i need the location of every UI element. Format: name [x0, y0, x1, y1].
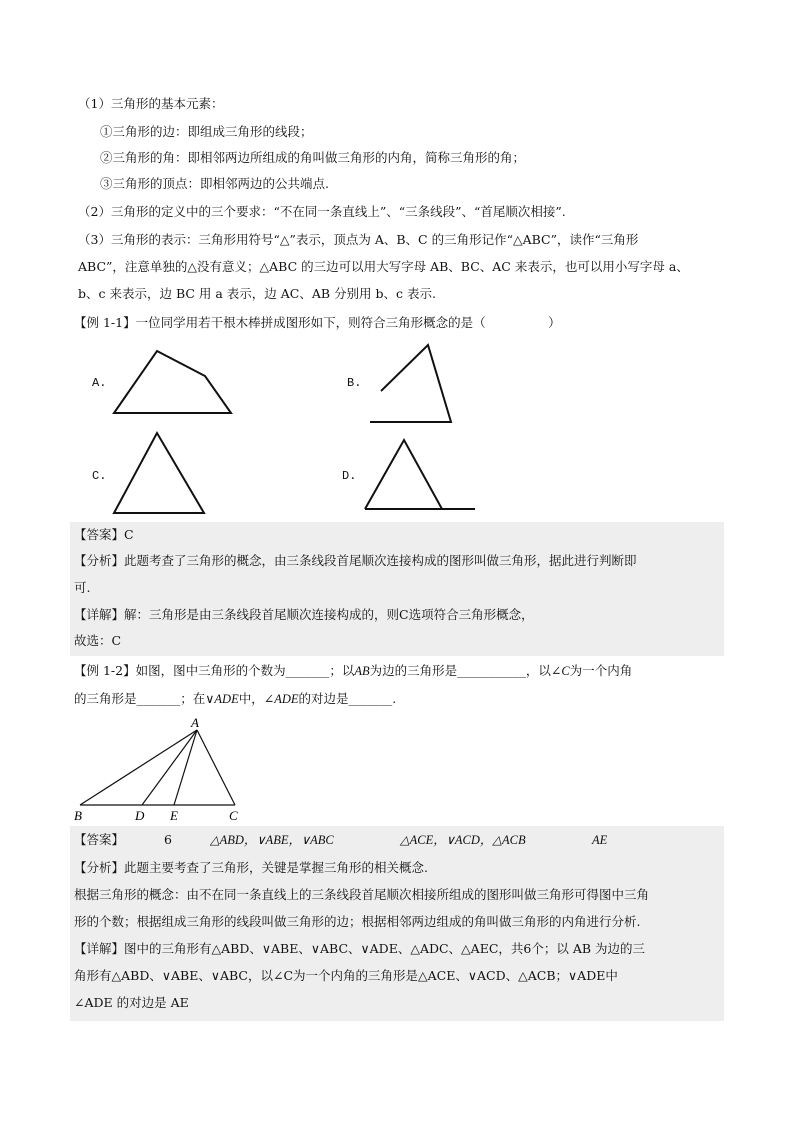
- point-b-label: B: [74, 808, 82, 823]
- q-text: 的三角形是_______；在∨: [74, 691, 215, 706]
- segment-ac: [197, 730, 235, 805]
- option-a-label: A.: [92, 376, 107, 390]
- answer-value: C: [124, 527, 134, 542]
- point-a-label: A: [191, 715, 199, 730]
- option-b-label: B.: [347, 376, 362, 390]
- segment-ad: [142, 730, 197, 805]
- answer-1-2-side: AE: [592, 833, 608, 847]
- analysis-1-1-line-2: 可.: [74, 580, 91, 595]
- analysis-text: 此题考查了三角形的概念，由三条线段首尾顺次连接构成的图形叫做三角形，据此进行判断即: [124, 553, 637, 568]
- q-text: 【例 1-2】如图，图中三角形的个数为_______；以: [74, 663, 355, 678]
- section-1-item-1: ①三角形的边：即组成三角形的线段；: [100, 124, 313, 139]
- answer-label: 【答案】: [74, 527, 125, 542]
- answer-1-2-label: 【答案】: [74, 832, 125, 847]
- segment-ae: [174, 730, 197, 805]
- detail-1-1-line-2: 故选：C: [74, 633, 122, 648]
- answer-1-2-c-triangles: △ACE，∨ACD，△ACB: [400, 833, 526, 847]
- detail-text: 图中的三角形有△ABD、∨ABE、∨ABC、∨ADE、△ADC、△AEC，共6个；以 AB 为边的三: [124, 941, 646, 956]
- section-2-text: （2）三角形的定义中的三个要求：“不在同一条直线上”、“三条线段”、“首尾顺次相接”.: [78, 204, 566, 219]
- q-text: 中，∠: [238, 691, 275, 706]
- answer-1-2-ab-triangles: △ABD，∨ABE，∨ABC: [210, 833, 334, 847]
- q-ab: AB: [354, 664, 370, 678]
- section-3-line-3: b、c 来表示，边 BC 用 a 表示，边 AC、AB 分别用 b、c 表示.: [78, 286, 436, 301]
- detail-1-2-line-3: ∠ADE 的对边是 AE: [74, 995, 189, 1010]
- analysis-text: 此题主要考查了三角形，关键是掌握三角形的相关概念.: [124, 860, 428, 875]
- detail-1-2-line-2: 角形有△ABD、∨ABE、∨ABC，以∠C为一个内角的三角形是△ACE、∨ACD、△ACB；∨ADE中: [74, 968, 618, 983]
- analysis-1-2-line-1: [74, 859, 428, 877]
- q-ade: ADE: [214, 692, 239, 706]
- q-text: 的对边是_______.: [298, 691, 397, 706]
- analysis-1-2-line-3: 形的个数；根据组成三角形的线段叫做三角形的边；根据相邻两边组成的角叫做三角形的内角进行分析.: [74, 914, 641, 929]
- detail-label: 【详解】: [74, 607, 125, 622]
- q-text: 为边的三角形是___________，以∠: [369, 663, 562, 678]
- option-d-label: D.: [342, 469, 357, 483]
- section-3-line-2: ABC”，注意单独的△没有意义；△ABC 的三边可以用大写字母 AB、BC、AC 来表示，也可以用小写字母 a、: [78, 259, 689, 274]
- section-1-title: （1）三角形的基本元素：: [78, 96, 224, 111]
- q-c: C: [561, 664, 570, 678]
- segment-ab: [80, 730, 197, 805]
- section-1-item-2: ②三角形的角：即相邻两边所组成的角叫做三角形的内角，简称三角形的角；: [100, 150, 526, 165]
- section-3-line-1: （3）三角形的表示：三角形用符号“△”表示，顶点为 A、B、C 的三角形记作“△ABC”，读作“三角形: [78, 232, 639, 247]
- detail-1-2-line-1: [74, 940, 645, 958]
- q-text: 为一个内角: [569, 663, 633, 678]
- analysis-label: 【分析】: [74, 860, 125, 875]
- analysis-label: 【分析】: [74, 553, 125, 568]
- point-e-label: E: [170, 808, 178, 823]
- q-ade: ADE: [274, 692, 299, 706]
- answer-1-2-count: 6: [164, 832, 172, 847]
- section-1-item-3: ③三角形的顶点：即相邻两边的公共端点.: [100, 176, 329, 191]
- detail-label: 【详解】: [74, 941, 125, 956]
- option-c-label: C.: [92, 469, 107, 483]
- point-c-label: C: [229, 808, 238, 823]
- point-d-label: D: [135, 808, 145, 823]
- example-1-1-question: 【例 1-1】一位同学用若干根木棒拼成图形如下，则符合三角形概念的是（ ）: [74, 315, 561, 330]
- analysis-1-2-line-2: 根据三角形的概念：由不在同一条直线上的三条线段首尾顺次相接所组成的图形叫做三角形可得图中三角: [74, 887, 650, 902]
- detail-text: 解：三角形是由三条线段首尾顺次连接构成的，则C选项符合三角形概念，: [124, 607, 534, 622]
